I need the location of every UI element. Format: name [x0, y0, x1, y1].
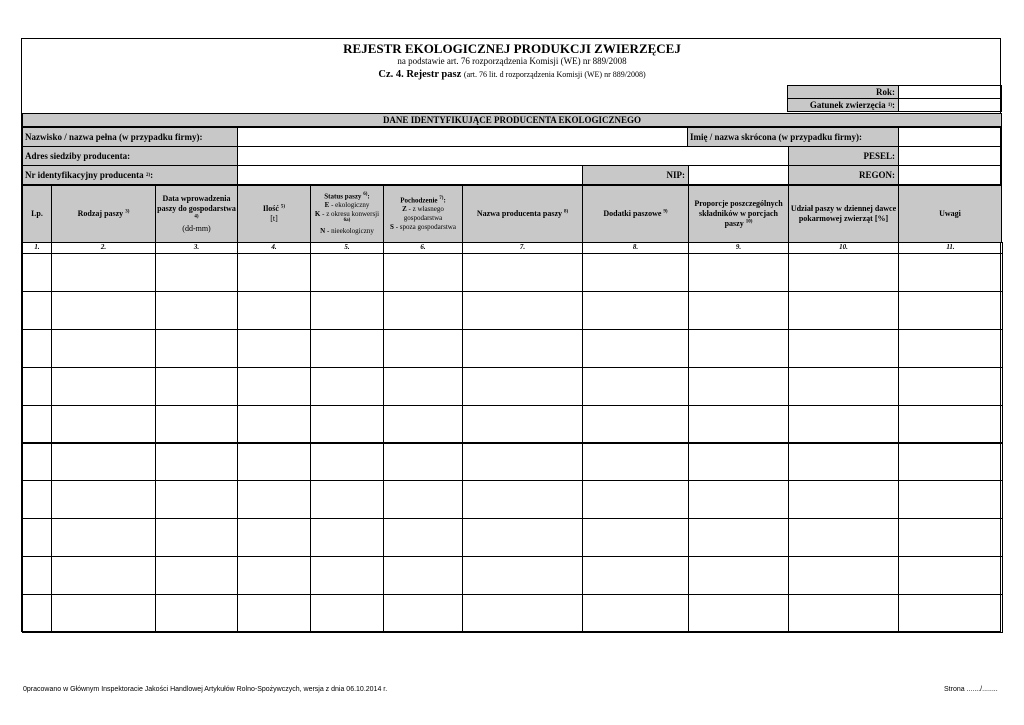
nazwisko-label: [22, 127, 238, 147]
rok-field[interactable]: [898, 85, 1002, 99]
table-cell-ilosc[interactable]: [237, 329, 311, 368]
col-status-label: Status paszy: [324, 192, 362, 201]
table-cell-dodatki[interactable]: [582, 291, 689, 330]
table-cell-dodatki[interactable]: [582, 518, 689, 557]
col-dodatki-footnote: 9): [663, 209, 668, 215]
table-cell-rodzaj[interactable]: [51, 480, 156, 519]
page-number: Strona ......./........: [944, 686, 998, 693]
table-cell-pochodzenie[interactable]: [383, 253, 463, 292]
form-subtitle: na podstawie art. 76 rozporządzenia Komisji (WE) nr 889/2008: [397, 56, 627, 66]
table-cell-uwagi[interactable]: [898, 405, 1003, 444]
table-cell-udzial[interactable]: [788, 594, 899, 633]
regon-label-text: REGON:: [859, 170, 895, 180]
form-title: REJESTR EKOLOGICZNEJ PRODUKCJI ZWIERZĘCEJ: [343, 41, 681, 56]
col-data-label: Data wprowadzenia paszy do gospodarstwa: [157, 194, 236, 213]
table-cell-rodzaj[interactable]: [51, 594, 156, 633]
table-cell-proporcje[interactable]: [688, 556, 789, 595]
table-cell-udzial[interactable]: [788, 443, 899, 482]
regon-field[interactable]: [898, 165, 1002, 185]
table-cell-data[interactable]: [155, 594, 238, 633]
table-cell-ilosc[interactable]: [237, 480, 311, 519]
table-cell-dodatki[interactable]: [582, 253, 689, 292]
table-cell-status[interactable]: [310, 594, 384, 633]
origin-z-text: - z własnego gospodarstwa: [403, 205, 444, 223]
column-number-lp: 1.: [22, 242, 52, 254]
table-cell-udzial[interactable]: [788, 291, 899, 330]
table-cell-udzial[interactable]: [788, 518, 899, 557]
table-cell-udzial[interactable]: [788, 367, 899, 406]
table-cell-data[interactable]: [155, 443, 238, 482]
table-cell-ilosc[interactable]: [237, 556, 311, 595]
part-note: (art. 76 lit. d rozporządzenia Komisji (WE) nr 889/2008): [463, 70, 646, 79]
table-cell-producent[interactable]: [462, 518, 583, 557]
column-number-dodatki: 8.: [582, 242, 689, 254]
table-cell-pochodzenie[interactable]: [383, 480, 463, 519]
adres-label-text: Adres siedziby producenta:: [25, 151, 131, 161]
nr-identyfikacyjny-label: [22, 165, 238, 185]
form-frame: [21, 38, 1001, 632]
rok-label-text: Rok:: [875, 87, 895, 97]
col-header-data: [155, 185, 238, 243]
pesel-label: [788, 146, 899, 166]
table-cell-data[interactable]: [155, 291, 238, 330]
table-cell-rodzaj[interactable]: [51, 291, 156, 330]
gatunek-field[interactable]: [898, 98, 1002, 112]
nr-label-text: Nr identyfikacyjny producenta: [25, 170, 144, 180]
table-cell-producent[interactable]: [462, 405, 583, 444]
status-e-code: E: [324, 200, 330, 209]
table-cell-pochodzenie[interactable]: [383, 329, 463, 368]
table-cell-udzial[interactable]: [788, 556, 899, 595]
table-cell-pochodzenie[interactable]: [383, 518, 463, 557]
status-k-code: K: [314, 209, 321, 218]
table-cell-lp[interactable]: [22, 329, 52, 368]
table-cell-status[interactable]: [310, 518, 384, 557]
table-cell-status[interactable]: [310, 405, 384, 444]
gatunek-footnote: 1): [887, 102, 892, 108]
table-cell-ilosc[interactable]: [237, 594, 311, 633]
table-cell-ilosc[interactable]: [237, 291, 311, 330]
table-cell-data[interactable]: [155, 556, 238, 595]
table-cell-status[interactable]: [310, 443, 384, 482]
status-n-text: - nieekologiczny: [326, 227, 374, 236]
nr-identyfikacyjny-field[interactable]: [237, 165, 583, 185]
table-cell-dodatki[interactable]: [582, 594, 689, 633]
nip-label-text: NIP:: [666, 170, 685, 180]
gatunek-label: [787, 98, 899, 112]
table-cell-status[interactable]: [310, 480, 384, 519]
nip-label: [582, 165, 689, 185]
table-cell-proporcje[interactable]: [688, 443, 789, 482]
col-header-pochodzenie: Pochodzenie $^{7)}$: Z - z własnego gospodarstwa S - spoza gospodarstwa: [383, 185, 463, 243]
section-title: [22, 113, 1002, 127]
status-k-text: - z okresu konwersji: [322, 209, 380, 218]
pesel-label-text: PESEL:: [863, 151, 895, 161]
table-cell-dodatki[interactable]: [582, 405, 689, 444]
col-ilosc-footnote: 5): [280, 204, 286, 210]
col-producent-label: Nazwa producenta paszy: [476, 209, 562, 218]
col-ilosc-label: Ilość: [262, 204, 279, 213]
table-cell-proporcje[interactable]: [688, 594, 789, 633]
col-header-lp: [22, 185, 52, 243]
table-cell-rodzaj[interactable]: [51, 443, 156, 482]
table-cell-status[interactable]: [310, 329, 384, 368]
table-cell-producent[interactable]: [462, 329, 583, 368]
table-cell-proporcje[interactable]: [688, 518, 789, 557]
col-header-status: Status paszy $^{6)}$: E - ekologiczny K - z okresu konwersji $^{6a)}$ N - nieekologiczny: [310, 185, 384, 243]
col-producent-footnote: 8): [564, 209, 569, 215]
table-cell-data[interactable]: [155, 518, 238, 557]
nazwisko-label-text: Nazwisko / nazwa pełna (w przypadku firmy):: [25, 132, 203, 142]
column-number-uwagi: 11.: [898, 242, 1003, 254]
col-uwagi-label: Uwagi: [939, 209, 961, 218]
table-cell-status[interactable]: [310, 291, 384, 330]
form-part-title: [22, 69, 1002, 80]
origin-s-code: S: [390, 222, 394, 231]
table-cell-producent[interactable]: [462, 253, 583, 292]
column-number-ilosc: 4.: [237, 242, 311, 254]
table-cell-udzial[interactable]: [788, 405, 899, 444]
table-cell-proporcje[interactable]: [688, 253, 789, 292]
table-cell-uwagi[interactable]: [898, 480, 1003, 519]
col-proporcje-label: Proporcje poszczególnych składników w porcjach paszy: [694, 199, 783, 228]
imie-label-text: Imię / nazwa skrócona (w przypadku firmy):: [690, 132, 862, 142]
table-cell-rodzaj[interactable]: [51, 556, 156, 595]
table-cell-status[interactable]: [310, 253, 384, 292]
table-cell-ilosc[interactable]: [237, 367, 311, 406]
col-proporcje-footnote: 10): [745, 219, 753, 225]
col-header-rodzaj: [51, 185, 156, 243]
col-udzial-label: Udział paszy w dziennej dawce pokarmowej zwierząt [%]: [790, 204, 897, 223]
column-number-rodzaj: 2.: [51, 242, 156, 254]
table-cell-udzial[interactable]: [788, 480, 899, 519]
nazwisko-field[interactable]: [237, 127, 688, 147]
table-cell-dodatki[interactable]: [582, 367, 689, 406]
column-number-data: 3.: [155, 242, 238, 254]
table-cell-dodatki[interactable]: [582, 556, 689, 595]
table-cell-producent[interactable]: [462, 556, 583, 595]
footer-note: 0pracowano w Głównym Inspektoracie Jakości Handlowej Artykułów Rolno-Spożywczych, wersja z dnia 06.10.2014 r.: [23, 686, 388, 693]
adres-field[interactable]: [237, 146, 789, 166]
table-cell-ilosc[interactable]: [237, 443, 311, 482]
origin-s-text: - spoza gospodarstwa: [395, 222, 456, 231]
table-cell-rodzaj[interactable]: [51, 329, 156, 368]
col-lp-label: Lp.: [31, 209, 43, 218]
table-cell-dodatki[interactable]: [582, 443, 689, 482]
column-number-producent: 7.: [462, 242, 583, 254]
table-cell-ilosc[interactable]: [237, 518, 311, 557]
table-cell-uwagi[interactable]: [898, 253, 1003, 292]
rok-label: [787, 85, 899, 99]
table-cell-dodatki[interactable]: [582, 329, 689, 368]
column-number-proporcje: 9.: [688, 242, 789, 254]
col-pochodzenie-label: Pochodzenie: [400, 196, 438, 205]
column-number-pochodzenie: 6.: [383, 242, 463, 254]
table-cell-lp[interactable]: [22, 253, 52, 292]
col-pochodzenie-footnote: 7): [439, 196, 444, 202]
table-cell-status[interactable]: [310, 556, 384, 595]
col-dodatki-label: Dodatki paszowe: [603, 209, 662, 218]
section-title-text: DANE IDENTYFIKUJĄCE PRODUCENTA EKOLOGICZNEGO: [382, 115, 642, 125]
origin-z-code: Z: [402, 205, 407, 214]
col-header-proporcje: [688, 185, 789, 243]
gatunek-colon: :: [892, 100, 895, 110]
status-k-footnote: 6a): [343, 218, 351, 224]
nr-footnote: 2): [145, 172, 151, 178]
col-status-footnote: 6): [363, 191, 368, 197]
imie-field[interactable]: [898, 127, 1002, 147]
table-cell-lp[interactable]: [22, 518, 52, 557]
table-cell-data[interactable]: [155, 253, 238, 292]
adres-label: [22, 146, 238, 166]
table-cell-uwagi[interactable]: [898, 443, 1003, 482]
table-cell-lp[interactable]: [22, 594, 52, 633]
status-n-code: N: [320, 227, 326, 236]
table-cell-producent[interactable]: [462, 291, 583, 330]
table-cell-uwagi[interactable]: [898, 291, 1003, 330]
col-data-footnote: 4): [194, 214, 199, 220]
table-cell-pochodzenie[interactable]: [383, 405, 463, 444]
table-cell-proporcje[interactable]: [688, 405, 789, 444]
table-cell-uwagi[interactable]: [898, 329, 1003, 368]
table-cell-producent[interactable]: [462, 443, 583, 482]
table-cell-producent[interactable]: [462, 367, 583, 406]
col-data-note: (dd-mm): [182, 224, 211, 233]
table-cell-pochodzenie[interactable]: [383, 367, 463, 406]
table-cell-proporcje[interactable]: [688, 329, 789, 368]
col-header-dodatki: [582, 185, 689, 243]
col-header-ilosc: [237, 185, 311, 243]
table-cell-data[interactable]: [155, 480, 238, 519]
regon-label: [788, 165, 899, 185]
table-cell-dodatki[interactable]: [582, 480, 689, 519]
table-cell-producent[interactable]: [462, 594, 583, 633]
table-cell-pochodzenie[interactable]: [383, 556, 463, 595]
table-cell-lp[interactable]: [22, 556, 52, 595]
table-cell-lp[interactable]: [22, 367, 52, 406]
table-cell-data[interactable]: [155, 405, 238, 444]
table-cell-udzial[interactable]: [788, 253, 899, 292]
col-rodzaj-label: Rodzaj paszy: [77, 209, 124, 218]
table-cell-ilosc[interactable]: [237, 253, 311, 292]
table-cell-lp[interactable]: [22, 443, 52, 482]
table-cell-producent[interactable]: [462, 480, 583, 519]
table-cell-rodzaj[interactable]: [51, 367, 156, 406]
table-cell-status[interactable]: [310, 367, 384, 406]
table-cell-uwagi[interactable]: [898, 518, 1003, 557]
table-cell-data[interactable]: [155, 329, 238, 368]
table-cell-udzial[interactable]: [788, 329, 899, 368]
table-cell-proporcje[interactable]: [688, 291, 789, 330]
table-cell-lp[interactable]: [22, 405, 52, 444]
table-cell-uwagi[interactable]: [898, 367, 1003, 406]
table-cell-proporcje[interactable]: [688, 480, 789, 519]
status-e-text: - ekologiczny: [331, 200, 370, 209]
imie-label: [687, 127, 899, 147]
col-header-producent: [462, 185, 583, 243]
table-cell-lp[interactable]: [22, 480, 52, 519]
table-cell-uwagi[interactable]: [898, 594, 1003, 633]
col-rodzaj-footnote: 3): [125, 209, 130, 215]
part-label: Cz. 4. Rejestr pasz: [378, 69, 462, 80]
column-number-status: 5.: [310, 242, 384, 254]
table-cell-pochodzenie[interactable]: [383, 291, 463, 330]
table-cell-uwagi[interactable]: [898, 556, 1003, 595]
table-cell-rodzaj[interactable]: [51, 405, 156, 444]
nr-colon: :: [150, 170, 154, 180]
table-cell-data[interactable]: [155, 367, 238, 406]
gatunek-label-text: Gatunek zwierzęcia: [809, 100, 886, 110]
pesel-field[interactable]: [898, 146, 1002, 166]
column-number-udzial: 10.: [788, 242, 899, 254]
col-header-uwagi: [898, 185, 1002, 243]
table-cell-lp[interactable]: [22, 291, 52, 330]
table-cell-rodzaj[interactable]: [51, 518, 156, 557]
table-cell-ilosc[interactable]: [237, 405, 311, 444]
nip-field[interactable]: [688, 165, 789, 185]
col-ilosc-note: [t]: [270, 214, 278, 223]
table-cell-rodzaj[interactable]: [51, 253, 156, 292]
table-cell-pochodzenie[interactable]: [383, 443, 463, 482]
table-cell-proporcje[interactable]: [688, 367, 789, 406]
col-header-udzial: [788, 185, 899, 243]
table-cell-pochodzenie[interactable]: [383, 594, 463, 633]
